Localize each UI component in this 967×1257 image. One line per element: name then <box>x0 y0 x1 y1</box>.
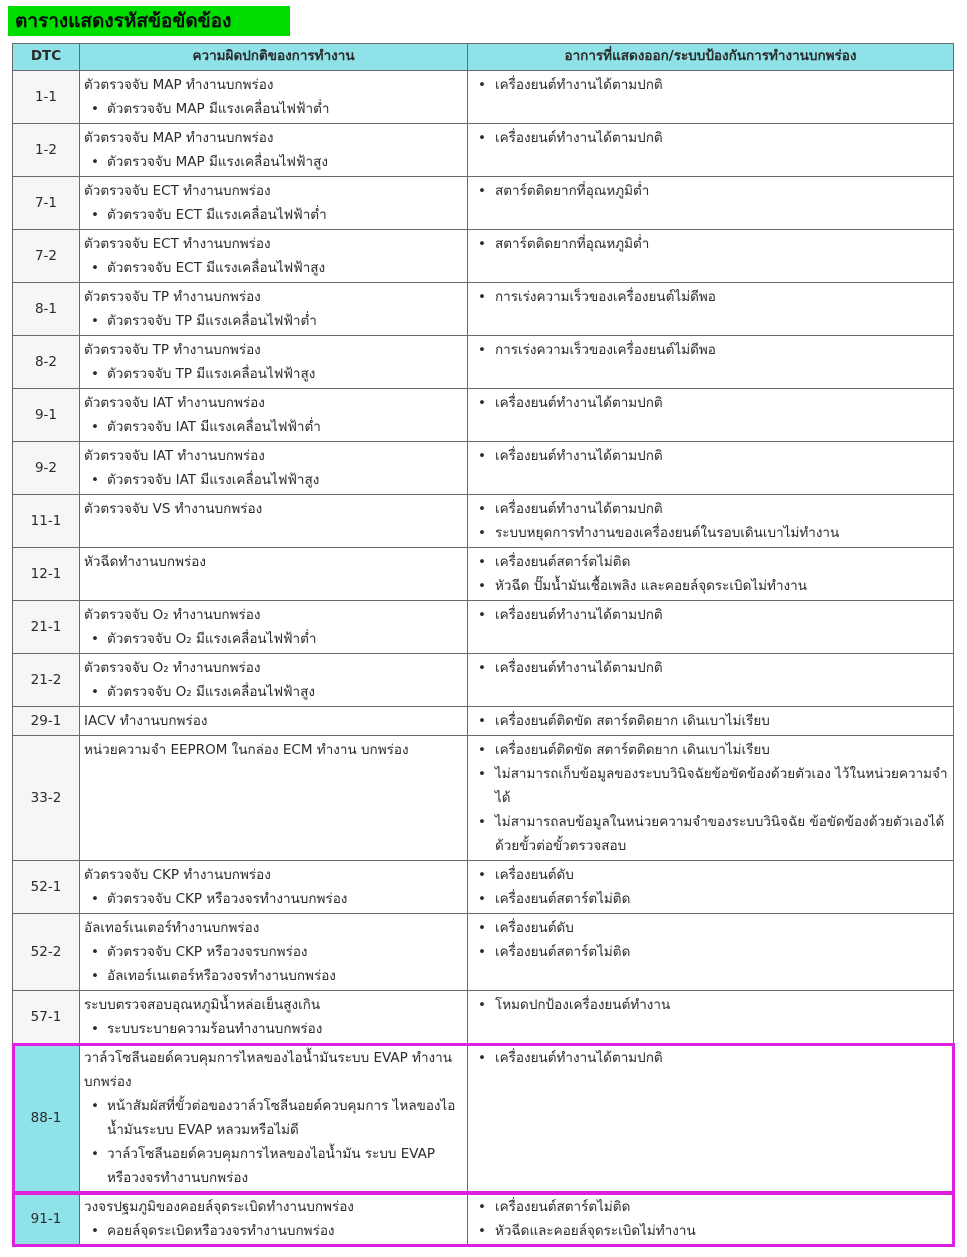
symptom-cell <box>468 654 954 707</box>
symptom-item: • เครื่องยนต์ทำงานได้ตามปกติ <box>472 126 949 150</box>
fault-sub-item: • คอยล์จุดระเบิดหรือวงจรทำงานบกพร่อง <box>84 1219 463 1243</box>
dtc-code: 9-1 <box>13 389 80 442</box>
symptom-cell <box>468 1044 954 1193</box>
symptom-item: • ระบบหยุดการทำงานของเครื่องยนต์ในรอบเดินเบาไม่ทำงาน <box>472 521 949 545</box>
fault-sub-item: • ตัวตรวจจับ CKP หรือวงจรทำงานบกพร่อง <box>84 887 463 911</box>
table-row <box>13 389 954 442</box>
fault-cell <box>80 1044 468 1193</box>
symptom-cell <box>468 914 954 991</box>
dtc-code: 52-1 <box>13 861 80 914</box>
fault-main: วาล์วโซลีนอยด์ควบคุมการไหลของไอน้ำมันระบบ EVAP ทำงานบกพร่อง <box>84 1050 452 1090</box>
symptom-cell <box>468 177 954 230</box>
table-row <box>13 991 954 1044</box>
fault-sub-item: • ตัวตรวจจับ MAP มีแรงเคลื่อนไฟฟ้าต่ำ <box>84 97 463 121</box>
fault-main: ตัวตรวจจับ O₂ ทำงานบกพร่อง <box>84 607 261 623</box>
fault-cell <box>80 991 468 1044</box>
fault-cell <box>80 736 468 861</box>
page-title: ตารางแสดงรหัสข้อขัดข้อง <box>8 6 290 36</box>
fault-sub-item: • อัลเทอร์เนเตอร์หรือวงจรทำงานบกพร่อง <box>84 964 463 988</box>
fault-cell <box>80 442 468 495</box>
fault-sub-item: • ตัวตรวจจับ CKP หรือวงจรบกพร่อง <box>84 940 463 964</box>
dtc-code: 21-1 <box>13 601 80 654</box>
fault-main: ตัวตรวจจับ IAT ทำงานบกพร่อง <box>84 395 265 411</box>
symptom-item: • เครื่องยนต์สตาร์ตไม่ติด <box>472 887 949 911</box>
fault-sub-item: • ตัวตรวจจับ O₂ มีแรงเคลื่อนไฟฟ้าสูง <box>84 680 463 704</box>
table-row <box>13 548 954 601</box>
fault-sub-item: • ระบบระบายความร้อนทำงานบกพร่อง <box>84 1017 463 1041</box>
table-row <box>13 654 954 707</box>
fault-main: หน่วยความจำ EEPROM ในกล่อง ECM ทำงาน บกพร่อง <box>84 742 409 758</box>
dtc-code: 9-2 <box>13 442 80 495</box>
symptom-item: • เครื่องยนต์ดับ <box>472 916 949 940</box>
fault-main: ตัวตรวจจับ TP ทำงานบกพร่อง <box>84 342 261 358</box>
table-header-row <box>13 44 954 71</box>
symptom-item: • เครื่องยนต์ทำงานได้ตามปกติ <box>472 656 949 680</box>
symptom-item: • สตาร์ตติดยากที่อุณหภูมิต่ำ <box>472 232 949 256</box>
dtc-code: 29-1 <box>13 707 80 736</box>
fault-cell <box>80 495 468 548</box>
symptom-item: • เครื่องยนต์ทำงานได้ตามปกติ <box>472 1046 949 1070</box>
fault-sub-item: • ตัวตรวจจับ ECT มีแรงเคลื่อนไฟฟ้าสูง <box>84 256 463 280</box>
symptom-item: • ไม่สามารถลบข้อมูลในหน่วยความจำของระบบวินิจฉัย ข้อขัดข้องด้วยตัวเองได้ด้วยขั้วต่อขั้วตรวจสอบ <box>472 810 949 858</box>
symptom-item: • เครื่องยนต์ติดขัด สตาร์ตติดยาก เดินเบาไม่เรียบ <box>472 738 949 762</box>
fault-main: ตัวตรวจจับ ECT ทำงานบกพร่อง <box>84 236 271 252</box>
symptom-item: • ไม่สามารถเก็บข้อมูลของระบบวินิจฉัยข้อขัดข้องด้วยตัวเอง ไว้ในหน่วยความจำได้ <box>472 762 949 810</box>
table-row <box>13 495 954 548</box>
fault-sub-item: • ตัวตรวจจับ O₂ มีแรงเคลื่อนไฟฟ้าต่ำ <box>84 627 463 651</box>
symptom-cell <box>468 707 954 736</box>
dtc-code: 11-1 <box>13 495 80 548</box>
fault-main: ตัวตรวจจับ MAP ทำงานบกพร่อง <box>84 130 274 146</box>
table-row <box>13 230 954 283</box>
fault-main: ตัวตรวจจับ CKP ทำงานบกพร่อง <box>84 867 271 883</box>
header-fault: ความผิดปกติของการทำงาน <box>80 44 468 71</box>
symptom-cell <box>468 283 954 336</box>
fault-cell <box>80 914 468 991</box>
dtc-code: 12-1 <box>13 548 80 601</box>
fault-main: ตัวตรวจจับ VS ทำงานบกพร่อง <box>84 501 263 517</box>
dtc-code: 1-2 <box>13 124 80 177</box>
fault-main: หัวฉีดทำงานบกพร่อง <box>84 554 206 570</box>
fault-sub-item: • ตัวตรวจจับ MAP มีแรงเคลื่อนไฟฟ้าสูง <box>84 150 463 174</box>
symptom-item: • สตาร์ตติดยากที่อุณหภูมิต่ำ <box>472 179 949 203</box>
dtc-code: 52-2 <box>13 914 80 991</box>
symptom-item: • เครื่องยนต์ทำงานได้ตามปกติ <box>472 444 949 468</box>
fault-sub-item: • ตัวตรวจจับ TP มีแรงเคลื่อนไฟฟ้าสูง <box>84 362 463 386</box>
dtc-code: 33-2 <box>13 736 80 861</box>
symptom-cell <box>468 495 954 548</box>
dtc-code: 91-1 <box>13 1193 80 1246</box>
table-row <box>13 71 954 124</box>
fault-sub-item: • ตัวตรวจจับ IAT มีแรงเคลื่อนไฟฟ้าต่ำ <box>84 415 463 439</box>
fault-cell <box>80 336 468 389</box>
symptom-item: • เครื่องยนต์ดับ <box>472 863 949 887</box>
symptom-item: • โหมดปกป้องเครื่องยนต์ทำงาน <box>472 993 949 1017</box>
symptom-item: • เครื่องยนต์ทำงานได้ตามปกติ <box>472 73 949 97</box>
symptom-cell <box>468 736 954 861</box>
fault-sub-item: • ตัวตรวจจับ TP มีแรงเคลื่อนไฟฟ้าต่ำ <box>84 309 463 333</box>
fault-main: ตัวตรวจจับ TP ทำงานบกพร่อง <box>84 289 261 305</box>
fault-cell <box>80 601 468 654</box>
dtc-code: 21-2 <box>13 654 80 707</box>
fault-cell <box>80 548 468 601</box>
table-row <box>13 861 954 914</box>
symptom-cell <box>468 861 954 914</box>
fault-cell <box>80 1193 468 1246</box>
symptom-cell <box>468 1193 954 1246</box>
table-row <box>13 1044 954 1193</box>
table-row <box>13 601 954 654</box>
symptom-item: • เครื่องยนต์สตาร์ตไม่ติด <box>472 940 949 964</box>
symptom-item: • เครื่องยนต์ทำงานได้ตามปกติ <box>472 603 949 627</box>
symptom-item: • หัวฉีดและคอยล์จุดระเบิดไม่ทำงาน <box>472 1219 949 1243</box>
table-row <box>13 736 954 861</box>
symptom-item: • เครื่องยนต์ติดขัด สตาร์ตติดยาก เดินเบาไม่เรียบ <box>472 709 949 733</box>
header-dtc: DTC <box>13 44 80 71</box>
symptom-item: • การเร่งความเร็วของเครื่องยนต์ไม่ดีพอ <box>472 285 949 309</box>
fault-main: IACV ทำงานบกพร่อง <box>84 713 208 729</box>
symptom-item: • การเร่งความเร็วของเครื่องยนต์ไม่ดีพอ <box>472 338 949 362</box>
dtc-code: 7-1 <box>13 177 80 230</box>
symptom-cell <box>468 389 954 442</box>
symptom-cell <box>468 124 954 177</box>
fault-cell <box>80 707 468 736</box>
table-row <box>13 336 954 389</box>
fault-cell <box>80 389 468 442</box>
fault-main: อัลเทอร์เนเตอร์ทำงานบกพร่อง <box>84 920 260 936</box>
symptom-item: • เครื่องยนต์สตาร์ตไม่ติด <box>472 550 949 574</box>
fault-cell <box>80 177 468 230</box>
fault-sub-item: • หน้าสัมผัสที่ขั้วต่อของวาล์วโซลีนอยด์ควบคุมการ ไหลของไอน้ำมันระบบ EVAP หลวมหรือไม่ดี <box>84 1094 463 1142</box>
table-row <box>13 707 954 736</box>
table-row <box>13 442 954 495</box>
fault-cell <box>80 654 468 707</box>
fault-cell <box>80 283 468 336</box>
fault-main: วงจรปฐมภูมิของคอยล์จุดระเบิดทำงานบกพร่อง <box>84 1199 354 1215</box>
table-row <box>13 177 954 230</box>
dtc-code: 1-1 <box>13 71 80 124</box>
fault-sub-item: • ตัวตรวจจับ ECT มีแรงเคลื่อนไฟฟ้าต่ำ <box>84 203 463 227</box>
dtc-code: 7-2 <box>13 230 80 283</box>
symptom-item: • เครื่องยนต์สตาร์ตไม่ติด <box>472 1195 949 1219</box>
table-row <box>13 283 954 336</box>
fault-cell <box>80 71 468 124</box>
fault-sub-item: • ตัวตรวจจับ IAT มีแรงเคลื่อนไฟฟ้าสูง <box>84 468 463 492</box>
symptom-item: • เครื่องยนต์ทำงานได้ตามปกติ <box>472 497 949 521</box>
dtc-code: 8-2 <box>13 336 80 389</box>
fault-sub-item: • วาล์วโซลีนอยด์ควบคุมการไหลของไอน้ำมัน ระบบ EVAP หรือวงจรทำงานบกพร่อง <box>84 1142 463 1190</box>
dtc-table <box>12 43 954 1246</box>
fault-cell <box>80 230 468 283</box>
symptom-item: • หัวฉีด ปั๊มน้ำมันเชื้อเพลิง และคอยล์จุดระเบิดไม่ทำงาน <box>472 574 949 598</box>
symptom-item: • เครื่องยนต์ทำงานได้ตามปกติ <box>472 391 949 415</box>
fault-main: ระบบตรวจสอบอุณหภูมิน้ำหล่อเย็นสูงเกิน <box>84 997 321 1013</box>
fault-cell <box>80 861 468 914</box>
fault-cell <box>80 124 468 177</box>
symptom-cell <box>468 991 954 1044</box>
header-symptom: อาการที่แสดงออก/ระบบป้องกันการทำงานบกพร่อง <box>468 44 954 71</box>
symptom-cell <box>468 336 954 389</box>
table-row <box>13 914 954 991</box>
symptom-cell <box>468 442 954 495</box>
table-row <box>13 124 954 177</box>
symptom-cell <box>468 230 954 283</box>
symptom-cell <box>468 601 954 654</box>
dtc-code: 88-1 <box>13 1044 80 1193</box>
table-row <box>13 1193 954 1246</box>
fault-main: ตัวตรวจจับ O₂ ทำงานบกพร่อง <box>84 660 261 676</box>
dtc-code: 57-1 <box>13 991 80 1044</box>
fault-main: ตัวตรวจจับ ECT ทำงานบกพร่อง <box>84 183 271 199</box>
symptom-cell <box>468 548 954 601</box>
table-body <box>13 71 954 1246</box>
dtc-code: 8-1 <box>13 283 80 336</box>
fault-main: ตัวตรวจจับ IAT ทำงานบกพร่อง <box>84 448 265 464</box>
symptom-cell <box>468 71 954 124</box>
fault-main: ตัวตรวจจับ MAP ทำงานบกพร่อง <box>84 77 274 93</box>
